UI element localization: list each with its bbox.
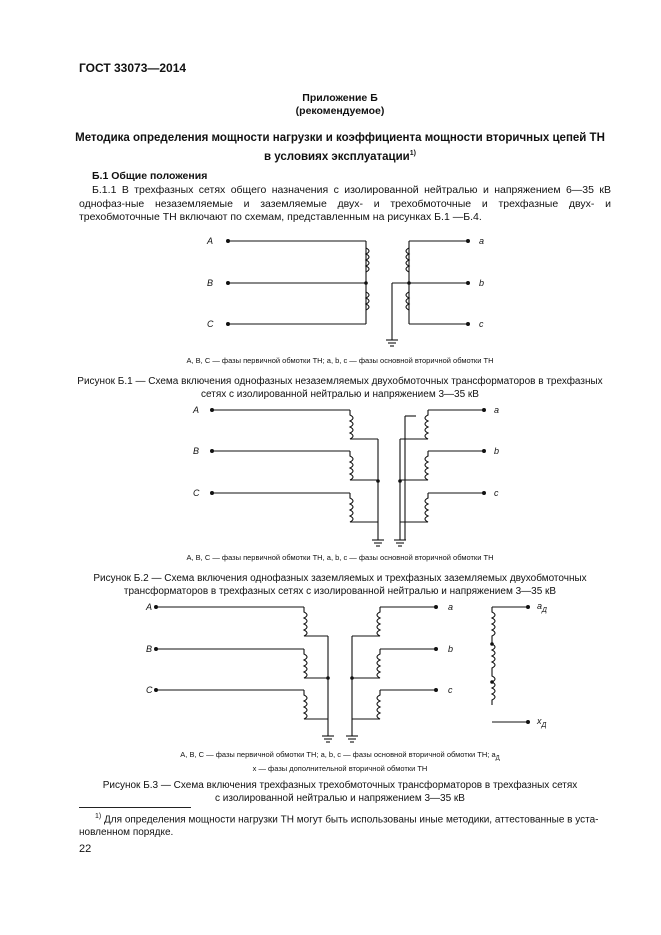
footnote-mark: 1) xyxy=(95,813,102,820)
appendix-title: Приложение Б xyxy=(302,92,378,104)
appendix-subtitle: (рекомендуемое) xyxy=(295,105,385,117)
label-phase-c-primary: C xyxy=(207,319,214,329)
label-phase-c-primary: C xyxy=(193,488,200,498)
figure-b1-caption xyxy=(60,375,620,401)
document-code: ГОСТ 33073—2014 xyxy=(79,61,187,75)
figure-b2-legend: A, B, C — фазы первичной обмотки ТН, a, b, c — фазы основной вторичной обмотки ТН xyxy=(186,553,494,562)
section-title: Б.1 Общие положения xyxy=(92,170,208,182)
label-phase-c-secondary: c xyxy=(479,319,484,329)
label-phase-b-primary: B xyxy=(146,644,153,654)
label-phase-a-primary: A xyxy=(193,405,200,415)
footnote-separator xyxy=(79,807,191,808)
label-phase-b-secondary: b xyxy=(494,446,500,456)
caption-line: Рисунок Б.1 — Схема включения однофазных незаземляемых двухобмоточных трансформаторов в трехфазных xyxy=(77,376,603,387)
legend-line: A, B, C — фазы первичной обмотки ТН; a, b, c — фазы основной вторичной обмотки ТН; a xyxy=(180,750,496,759)
caption-line: сетях с изолированной нейтралью и напряжением 3—35 кВ xyxy=(201,389,479,400)
label-phase-a-primary: A xyxy=(146,602,153,612)
label-phase-b-primary: B xyxy=(193,446,200,456)
caption-line: трансформаторов в трехфазных сетях с изолированной нейтралью и напряжением 3—35 кВ xyxy=(123,586,557,597)
label-phase-b-secondary: b xyxy=(448,644,454,654)
figure-b3-caption xyxy=(60,779,620,805)
legend-line: x — фазы дополнительной вторичной обмотки ТН xyxy=(252,763,428,773)
figure-b3-legend: A, B, C — фазы первичной обмотки ТН; a, b, c — фазы основной вторичной обмотки ТН; $a_Д$ x — фазы дополнительной вторичной обмотки ТН xyxy=(180,750,500,773)
appendix-heading xyxy=(60,92,620,118)
label-phase-a-secondary: a xyxy=(448,602,454,612)
main-title-line1: Методика определения мощности нагрузки и коэффициента мощности вторичных цепей ТН xyxy=(75,132,605,144)
footnote-ref: 1) xyxy=(409,150,416,157)
label-phase-a-secondary: a xyxy=(479,236,485,246)
label-phase-a-primary: A xyxy=(207,236,214,246)
caption-line: с изолированной нейтралью и напряжением 3—35 кВ xyxy=(215,793,465,804)
figure-b2-caption xyxy=(60,572,620,598)
page-number: 22 xyxy=(79,843,92,855)
caption-line: Рисунок Б.2 — Схема включения однофазных заземляемых и трехфазных заземляемых двухобмоточных xyxy=(93,573,587,584)
label-ad-terminal: $a_Д$ xyxy=(537,601,547,614)
label-phase-c-secondary: c xyxy=(494,488,499,498)
main-title-line2: в условиях эксплуатации$^{1)}$ xyxy=(264,150,416,163)
figure-b1-legend: A, B, C — фазы первичной обмотки ТН; a, b, c — фазы основной вторичной обмотки ТН xyxy=(186,356,494,365)
label-phase-b-secondary: b xyxy=(479,278,485,288)
label-phase-b-primary: B xyxy=(207,278,214,288)
label-phase-a-secondary: a xyxy=(494,405,500,415)
label-phase-c-primary: C xyxy=(146,685,153,695)
footnote-text: Для определения мощности нагрузки ТН могут быть использованы иные методики, аттестованные в уста-новленном порядке. xyxy=(79,814,599,839)
body-paragraph: Б.1.1 В трехфазных сетях общего назначения с изолированной нейтралью и напряжением 6—35 кВ однофаз-ные незаземляемые и заземляемые двух- и трехобмоточные и трехфазные двух- и трехобмоточные ТН включают по схемам, представленным на рисунках Б.1 —Б.4. xyxy=(79,184,611,223)
label-phase-c-secondary: c xyxy=(448,685,453,695)
label-xd-terminal: $x_Д$ xyxy=(537,716,547,729)
caption-line: Рисунок Б.3 — Схема включения трехфазных трехобмоточных трансформаторов в трехфазных сетях xyxy=(102,780,578,791)
main-title xyxy=(60,131,620,165)
footnote xyxy=(79,810,611,839)
